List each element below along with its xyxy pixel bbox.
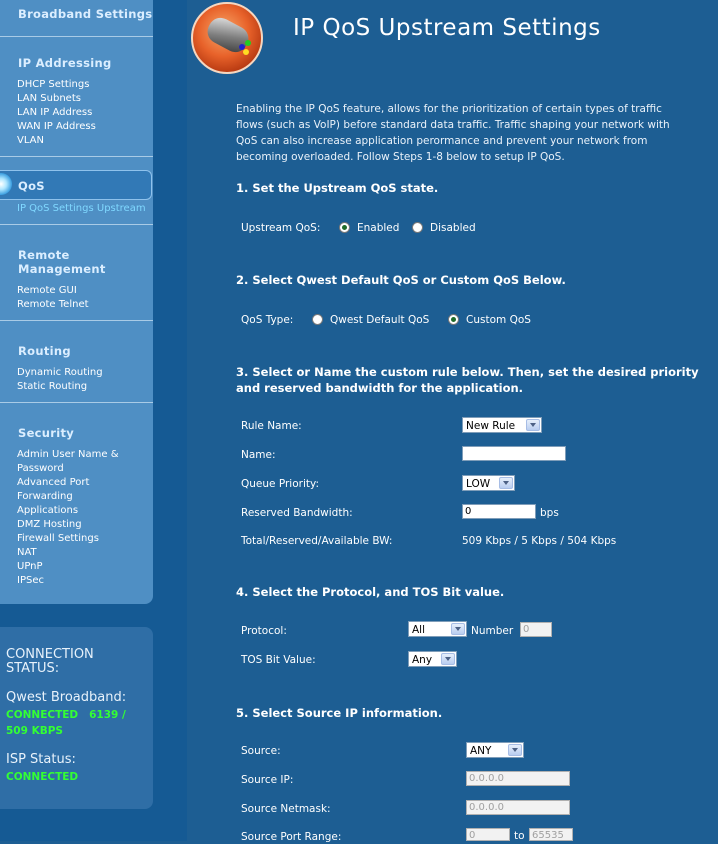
queue-priority-select[interactable]	[462, 475, 515, 491]
upstream-qos-disabled-radio[interactable]	[412, 222, 423, 233]
broadband-label: Qwest Broadband:	[6, 690, 127, 705]
tos-bit-value-select-value: Any	[412, 654, 433, 666]
qos-type-default-radio[interactable]	[312, 314, 323, 325]
status-title-line1: CONNECTION	[6, 647, 94, 662]
step3-title: 3. Select or Name the custom rule below. Then, set the desired priority and reserved bandwidth for the application.	[236, 365, 699, 395]
protocol-label: Protocol:	[241, 625, 287, 637]
main-content	[187, 0, 718, 841]
upstream-qos-enabled-label[interactable]: Enabled	[357, 222, 400, 234]
protocol-select[interactable]	[408, 621, 467, 637]
nav-link-dynamic-routing[interactable]: Dynamic Routing	[17, 367, 103, 378]
rule-name-select-value: New Rule	[466, 420, 516, 432]
upstream-qos-label: Upstream QoS:	[241, 222, 321, 234]
protocol-select-value: All	[412, 624, 426, 636]
isp-status-label: ISP Status:	[6, 752, 76, 767]
name-label: Name:	[241, 449, 276, 461]
nav-link-ipsec[interactable]: IPSec	[17, 575, 44, 586]
chevron-down-icon	[508, 744, 522, 756]
nav-link-lan-subnets[interactable]: LAN Subnets	[17, 93, 81, 104]
upstream-qos-enabled-radio[interactable]	[339, 222, 350, 233]
status-title-line2: STATUS:	[6, 661, 60, 676]
source-ip-label: Source IP:	[241, 774, 294, 786]
number-label: Number	[471, 625, 514, 637]
broadband-speed-value: 509 KBPS	[6, 725, 63, 737]
queue-priority-select-value: LOW	[466, 478, 491, 490]
reserved-bandwidth-unit: bps	[540, 507, 559, 519]
nav-link-dmz-hosting[interactable]: DMZ Hosting	[17, 519, 82, 530]
reserved-bandwidth-label: Reserved Bandwidth:	[241, 507, 353, 519]
broadband-status-value: CONNECTED 6139 /	[6, 709, 126, 721]
nav-heading-security[interactable]: Security	[18, 426, 75, 440]
nav-heading-routing[interactable]: Routing	[18, 344, 71, 358]
total-bandwidth-value: 509 Kbps / 5 Kbps / 504 Kbps	[462, 535, 617, 547]
chevron-down-icon	[499, 477, 513, 489]
nav-link-admin-password[interactable]: Password	[17, 463, 64, 474]
queue-priority-label: Queue Priority:	[241, 478, 319, 490]
total-bandwidth-label: Total/Reserved/Available BW:	[241, 535, 393, 547]
source-select[interactable]	[466, 742, 524, 758]
nav-divider	[0, 320, 153, 321]
isp-status-value: CONNECTED	[6, 771, 79, 783]
intro-text: Enabling the IP QoS feature, allows for the prioritization of certain types of traffic flows (such as VoIP) before standard data traffic. Traffic shaping your network with QoS can also increase application perormance and prevent your network from becoming overloaded. Follow Steps 1-8 below to setup IP QoS.	[236, 103, 670, 163]
port-range-to-label: to	[514, 830, 525, 842]
nav-heading-broadband-settings[interactable]: Broadband Settings	[18, 7, 153, 21]
source-netmask-input[interactable]: 0.0.0.0	[466, 800, 570, 815]
source-port-range-label: Source Port Range:	[241, 831, 342, 843]
step1-title: 1. Set the Upstream QoS state.	[236, 181, 439, 195]
rule-name-label: Rule Name:	[241, 420, 302, 432]
nav-link-dhcp-settings[interactable]: DHCP Settings	[17, 79, 90, 90]
nav-divider	[0, 36, 153, 37]
sidebar	[0, 0, 187, 841]
source-label: Source:	[241, 745, 281, 757]
nav-heading-ip-addressing[interactable]: IP Addressing	[18, 56, 112, 70]
nav-link-advanced-port[interactable]: Advanced Port	[17, 477, 90, 488]
nav-link-remote-telnet[interactable]: Remote Telnet	[17, 299, 89, 310]
nav-link-nat[interactable]: NAT	[17, 547, 37, 558]
nav-link-admin-user-name[interactable]: Admin User Name &	[17, 449, 119, 460]
nav-heading-remote-management-line1[interactable]: Remote	[18, 248, 70, 262]
chevron-down-icon	[451, 623, 465, 635]
nav-heading-qos[interactable]: QoS	[18, 179, 45, 193]
connection-status-panel	[0, 627, 153, 809]
tos-bit-value-select[interactable]	[408, 651, 457, 667]
upstream-qos-disabled-label[interactable]: Disabled	[430, 222, 476, 234]
protocol-number-input[interactable]: 0	[520, 622, 552, 637]
cable-logo-icon	[191, 2, 263, 74]
nav-divider	[0, 224, 153, 225]
page-title: IP QoS Upstream Settings	[293, 15, 601, 41]
qos-type-label: QoS Type:	[241, 314, 294, 326]
tos-bit-value-label: TOS Bit Value:	[241, 654, 316, 666]
qos-type-custom-label[interactable]: Custom QoS	[466, 314, 531, 326]
chevron-down-icon	[526, 419, 540, 431]
nav-heading-remote-management-line2[interactable]: Management	[18, 262, 106, 276]
nav-divider	[0, 156, 153, 157]
nav-link-ip-qos-settings-upstream[interactable]: IP QoS Settings Upstream	[17, 203, 146, 214]
nav-link-forwarding[interactable]: Forwarding	[17, 491, 73, 502]
qos-type-default-label[interactable]: Qwest Default QoS	[330, 314, 430, 326]
step2-title: 2. Select Qwest Default QoS or Custom QoS Below.	[236, 273, 566, 287]
header-bar	[187, 0, 718, 70]
nav-link-vlan[interactable]: VLAN	[17, 135, 44, 146]
nav-link-wan-ip-address[interactable]: WAN IP Address	[17, 121, 96, 132]
reserved-bandwidth-input[interactable]: 0	[462, 504, 536, 519]
nav-panel	[0, 0, 153, 604]
rule-name-select[interactable]	[462, 417, 542, 433]
source-port-from-input[interactable]: 0	[466, 828, 510, 841]
name-input[interactable]	[462, 446, 566, 461]
nav-link-firewall-settings[interactable]: Firewall Settings	[17, 533, 99, 544]
step5-title: 5. Select Source IP information.	[236, 706, 443, 720]
source-port-to-input[interactable]: 65535	[529, 828, 573, 841]
source-netmask-label: Source Netmask:	[241, 803, 331, 815]
nav-link-upnp[interactable]: UPnP	[17, 561, 43, 572]
nav-divider	[0, 402, 153, 403]
nav-link-static-routing[interactable]: Static Routing	[17, 381, 88, 392]
nav-link-applications[interactable]: Applications	[17, 505, 79, 516]
source-select-value: ANY	[470, 745, 492, 757]
chevron-down-icon	[441, 653, 455, 665]
nav-link-remote-gui[interactable]: Remote GUI	[17, 285, 77, 296]
nav-link-lan-ip-address[interactable]: LAN IP Address	[17, 107, 93, 118]
qos-type-custom-radio[interactable]	[448, 314, 459, 325]
step4-title: 4. Select the Protocol, and TOS Bit value.	[236, 585, 505, 599]
source-ip-input[interactable]: 0.0.0.0	[466, 771, 570, 786]
